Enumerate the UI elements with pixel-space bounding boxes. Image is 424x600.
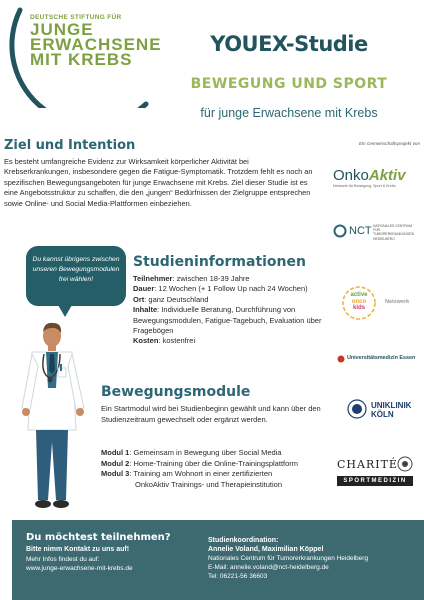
module-item-1: Modul 1: Gemeinsam in Bewegung über Social Media bbox=[101, 448, 282, 457]
modules-text: Ein Startmodul wird bei Studienbeginn gewählt und kann über den Studienzeitraum gewechselt oder ergänzt werden. bbox=[101, 404, 321, 424]
speech-bubble-tail bbox=[58, 305, 72, 317]
aok-netzwerk: Netzwerk bbox=[385, 299, 410, 305]
nct-logo-sub-1: NATIONALES CENTRUM bbox=[373, 224, 413, 228]
info-list bbox=[133, 274, 333, 347]
charite-seal-icon bbox=[397, 456, 413, 472]
page-subtitle: BEWEGUNG UND SPORT bbox=[190, 76, 388, 92]
modules-list bbox=[101, 448, 333, 490]
charite-logo bbox=[337, 458, 413, 494]
logo-line-2: JUNGE bbox=[30, 20, 94, 39]
footer-coordination-label: Studienkoordination: bbox=[208, 537, 279, 544]
footer-website-link[interactable]: www.junge-erwachsene-mit-krebs.de bbox=[26, 565, 133, 572]
nct-logo bbox=[333, 222, 419, 244]
modules-heading: Bewegungsmodule bbox=[101, 384, 251, 400]
footer-cta: Bitte nimm Kontakt zu uns auf! bbox=[26, 546, 130, 553]
uni-essen-text: Universitätsmedizin Essen bbox=[347, 355, 416, 361]
info-item-contents: Inhalte: Individuelle Beratung, Durchführung von Bewegungsmodulen, Fatigue-Tagebuch, Evaluation über Fragebögen bbox=[133, 305, 322, 336]
info-item-location: Ort: ganz Deutschland bbox=[133, 294, 209, 304]
footer-coordination-names: Annelie Voland, Maximilian Köppel bbox=[208, 546, 324, 553]
nct-logo-sub-3: HEIDELBERG bbox=[373, 236, 395, 241]
footer-phone[interactable]: Tel: 06221-56 36603 bbox=[208, 573, 268, 580]
charite-text: CHARITÉ bbox=[337, 458, 398, 471]
partners-label: Ein Gemeinschaftsprojekt von bbox=[358, 141, 420, 146]
onkoaktiv-logo-sub: Netzwerk für Bewegung, Sport & Krebs bbox=[333, 184, 396, 188]
info-item-duration: Dauer: 12 Wochen (+ 1 Follow Up nach 24 Wochen) bbox=[133, 284, 308, 294]
charite-sub: SPORTMEDIZIN bbox=[337, 476, 413, 486]
info-heading: Studieninformationen bbox=[133, 254, 306, 270]
onkoaktiv-logo-part-2: Aktiv bbox=[368, 167, 406, 184]
nct-mark-icon bbox=[333, 224, 347, 238]
info-item-costs: Kosten: kostenfrei bbox=[133, 336, 196, 346]
footer-organization: Nationales Centrum für Tumorerkrankungen Heidelberg bbox=[208, 555, 369, 562]
nct-logo-sub-2: FÜR TUMORERKRANKUNGEN bbox=[373, 228, 415, 237]
aok-word-1: active bbox=[350, 292, 368, 298]
onkoaktiv-logo-part-1: Onko bbox=[333, 167, 369, 184]
module-item-2: Modul 2: Home-Training über die Online-Trainingsplattform bbox=[101, 458, 299, 468]
page-tagline: für junge Erwachsene mit Krebs bbox=[200, 106, 378, 120]
footer-email[interactable]: E-Mail: annelie.voland@nct-heidelberg.de bbox=[208, 564, 329, 571]
module-item-3-continued: OnkoAktiv Trainings- und Therapieinstitution bbox=[135, 479, 283, 489]
aok-word-3: kids bbox=[352, 305, 365, 311]
speech-bubble-text: Du kannst übrigens zwischen unseren Bewegungsmodulen frei wählen! bbox=[32, 256, 120, 283]
footer-more-info: Mehr Infos findest du auf: bbox=[26, 556, 100, 563]
info-item-participants: Teilnehmer: zwischen 18-39 Jahre bbox=[133, 274, 250, 283]
aok-word-2: onco bbox=[351, 298, 367, 305]
logo-line-3: ERWACHSENE bbox=[30, 35, 162, 54]
uniklinik-seal-icon bbox=[347, 399, 367, 419]
footer-banner bbox=[12, 520, 424, 600]
uniklinik-text-2: KÖLN bbox=[371, 410, 394, 419]
doctor-illustration bbox=[10, 318, 96, 514]
intro-text: Es besteht umfangreiche Evidenz zur Wirksamkeit körperlicher Aktivität bei Krebserkrankungen, insbesondere gegen die Fatigue-Symptomatik. Trotzdem fehlt es noch an spezifischen Bewegungsangeboten für junge Erwachsene mit Krebs. Ziel dieser Studie ist es eine Angebotsstruktur zu schaffen, die den „jungen“ Bedürfnissen der Zielgruppe entsprechen sowie Online- und Social Media-Plattformen einbeziehen. bbox=[4, 157, 313, 208]
active-onco-kids-logo bbox=[341, 283, 421, 327]
uniklinik-koeln-logo bbox=[347, 399, 423, 423]
uni-essen-logo bbox=[337, 353, 423, 367]
onkoaktiv-logo bbox=[333, 168, 419, 192]
uniklinik-text-1: UNIKLINIK bbox=[371, 401, 412, 410]
logo-line-4: MIT KREBS bbox=[30, 50, 133, 69]
nct-logo-text: NCT bbox=[349, 225, 372, 237]
footer-heading: Du möchtest teilnehmen? bbox=[26, 532, 171, 543]
foundation-logo bbox=[6, 4, 164, 108]
speech-bubble bbox=[26, 246, 126, 306]
uni-essen-mark-icon bbox=[337, 355, 345, 363]
module-item-3: Modul 3: Training am Wohnort in einer zertifizierten bbox=[101, 469, 273, 478]
logo-line-1: DEUTSCHE STIFTUNG FÜR bbox=[30, 14, 122, 21]
page-title: YOUEX-Studie bbox=[210, 32, 368, 56]
intro-heading: Ziel und Intention bbox=[4, 138, 136, 153]
